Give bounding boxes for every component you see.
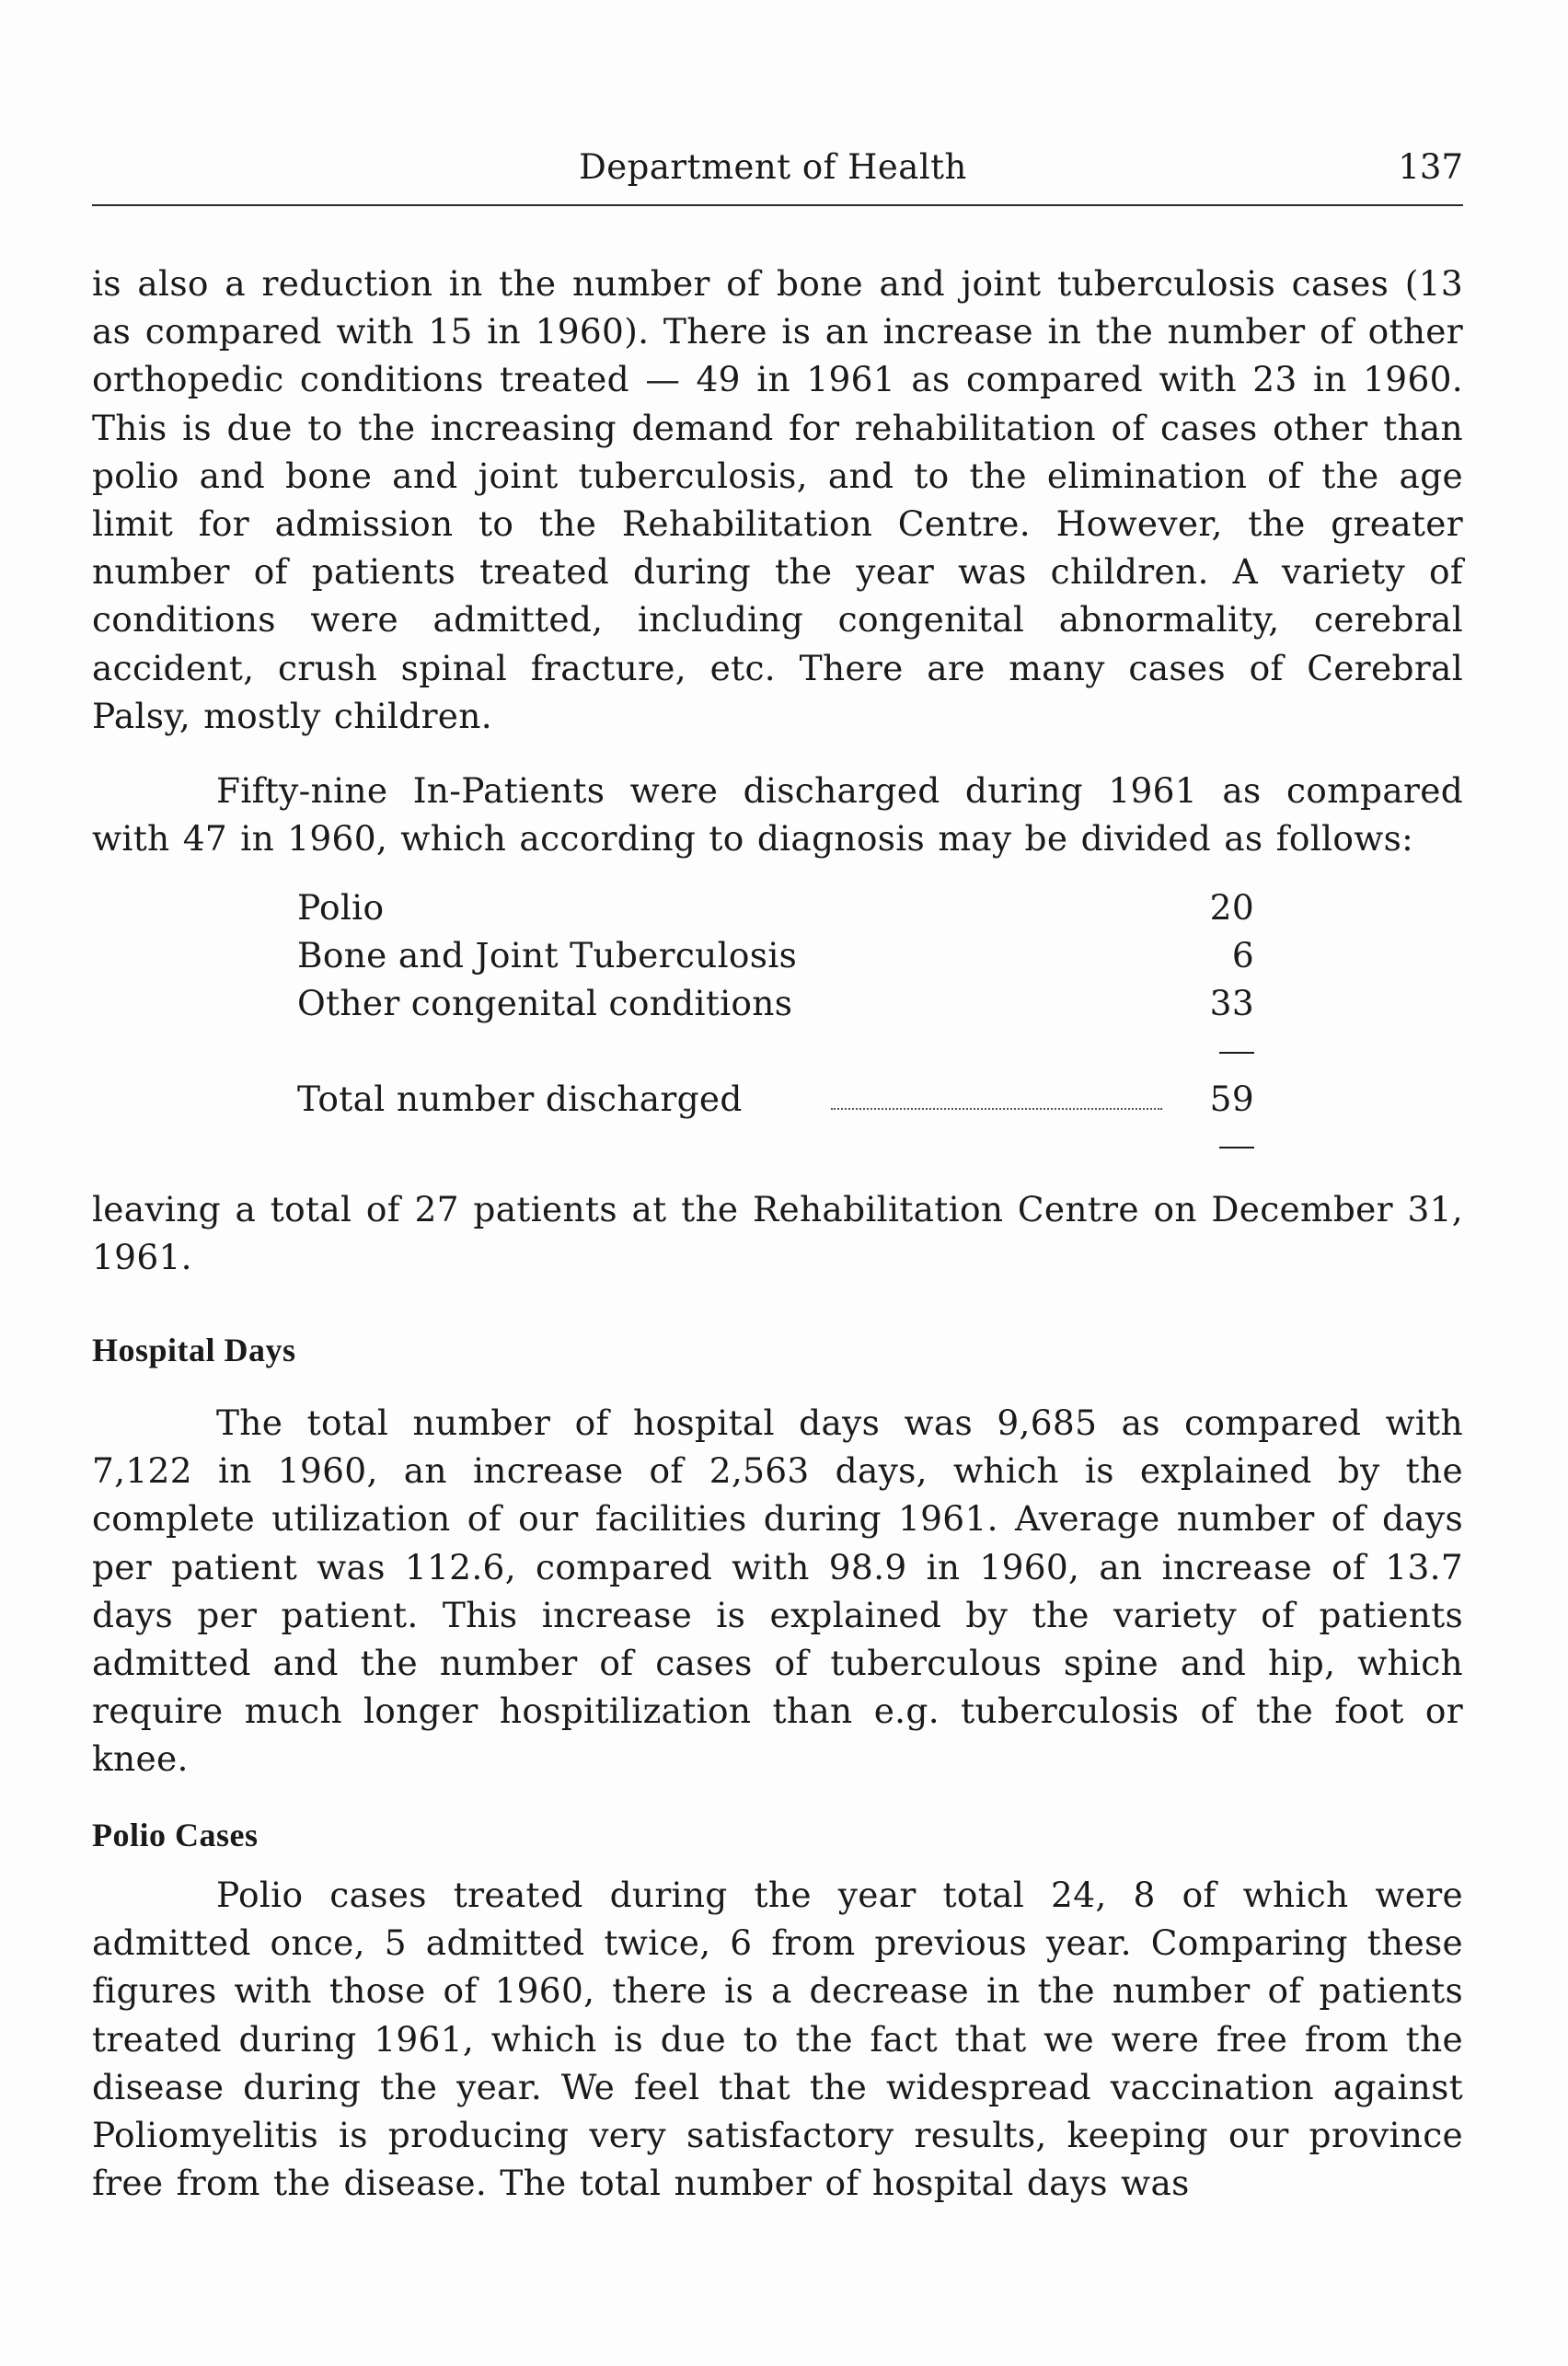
table-row [297,931,1254,979]
row-value: 6 [1231,935,1254,975]
paragraph-remaining: leaving a total of 27 patients at the Rehabilitation Centre on December 31, 1961. [92,1189,1463,1278]
paragraph-discharges: Fifty-nine In-Patients were discharged during 1961 as compared with 47 in 1960, which according to diagnosis may be divided as follows: [92,770,1463,860]
total-underline [1219,1147,1254,1148]
table-row [297,883,1254,931]
paragraph-polio-cases: Polio cases treated during the year total 24, 8 of which were admitted once, 5 admitted twice, 6 from previous year. Comparing these figures with those of 1960, there is a decrease in the number of patients treated during 1961, which is due to the fact that we were free from the disease during the year. We feel that the widespread vaccination against Poliomyelitis is producing very satisfactory results, keeping our province free from the disease. The total number of hospital days was [92,1875,1463,2204]
row-label: Other congenital conditions [297,983,793,1023]
total-value: 59 [1209,1079,1254,1119]
table-row [297,979,1254,1027]
paragraph-hospital-days: The total number of hospital days was 9,685 as compared with 7,122 in 1960, an increase of 2,563 days, which is explained by the complete utilization of our facilities during 1961. Average number of days per patient was 112.6, compared with 98.9 in 1960, an increase of 13.7 days per patient. This increase is explained by the variety of patients admitted and the number of cases of tuberculous spine and hip, which require much longer hospitilization than e.g. tuberculosis of the foot or knee. [92,1402,1463,1780]
header-title: Department of Health [579,147,967,187]
total-row [297,1075,1254,1123]
row-label: Bone and Joint Tuberculosis [297,935,798,975]
discharge-table [297,883,1254,1119]
row-label: Polio [297,887,385,928]
row-value: 20 [1209,887,1254,928]
sum-rule [1219,1052,1254,1054]
dot-leader [831,1108,1162,1110]
paragraph-continuation: is also a reduction in the number of bone and joint tuberculosis cases (13 as compared with 15 in 1960). There is an increase in the number of other orthopedic conditions treated — 49 in 1961 as compared with 23 in 1960. This is due to the increasing demand for rehabilitation of cases other than polio and bone and joint tuberculosis, and to the elimination of the age limit for admission to the Rehabilitation Centre. However, the greater number of patients treated during the year was children. A variety of conditions were admitted, including congenital abnormality, cerebral accident, crush spinal fracture, etc. There are many cases of Cerebral Palsy, mostly children. [92,263,1463,736]
section-heading-hospital-days: Hospital Days [92,1332,296,1368]
running-header [92,147,1463,202]
section-heading-polio-cases: Polio Cases [92,1817,259,1853]
total-label: Total number discharged [297,1079,743,1119]
row-value: 33 [1209,983,1254,1023]
header-rule [92,204,1463,206]
page-number: 137 [1398,147,1463,187]
